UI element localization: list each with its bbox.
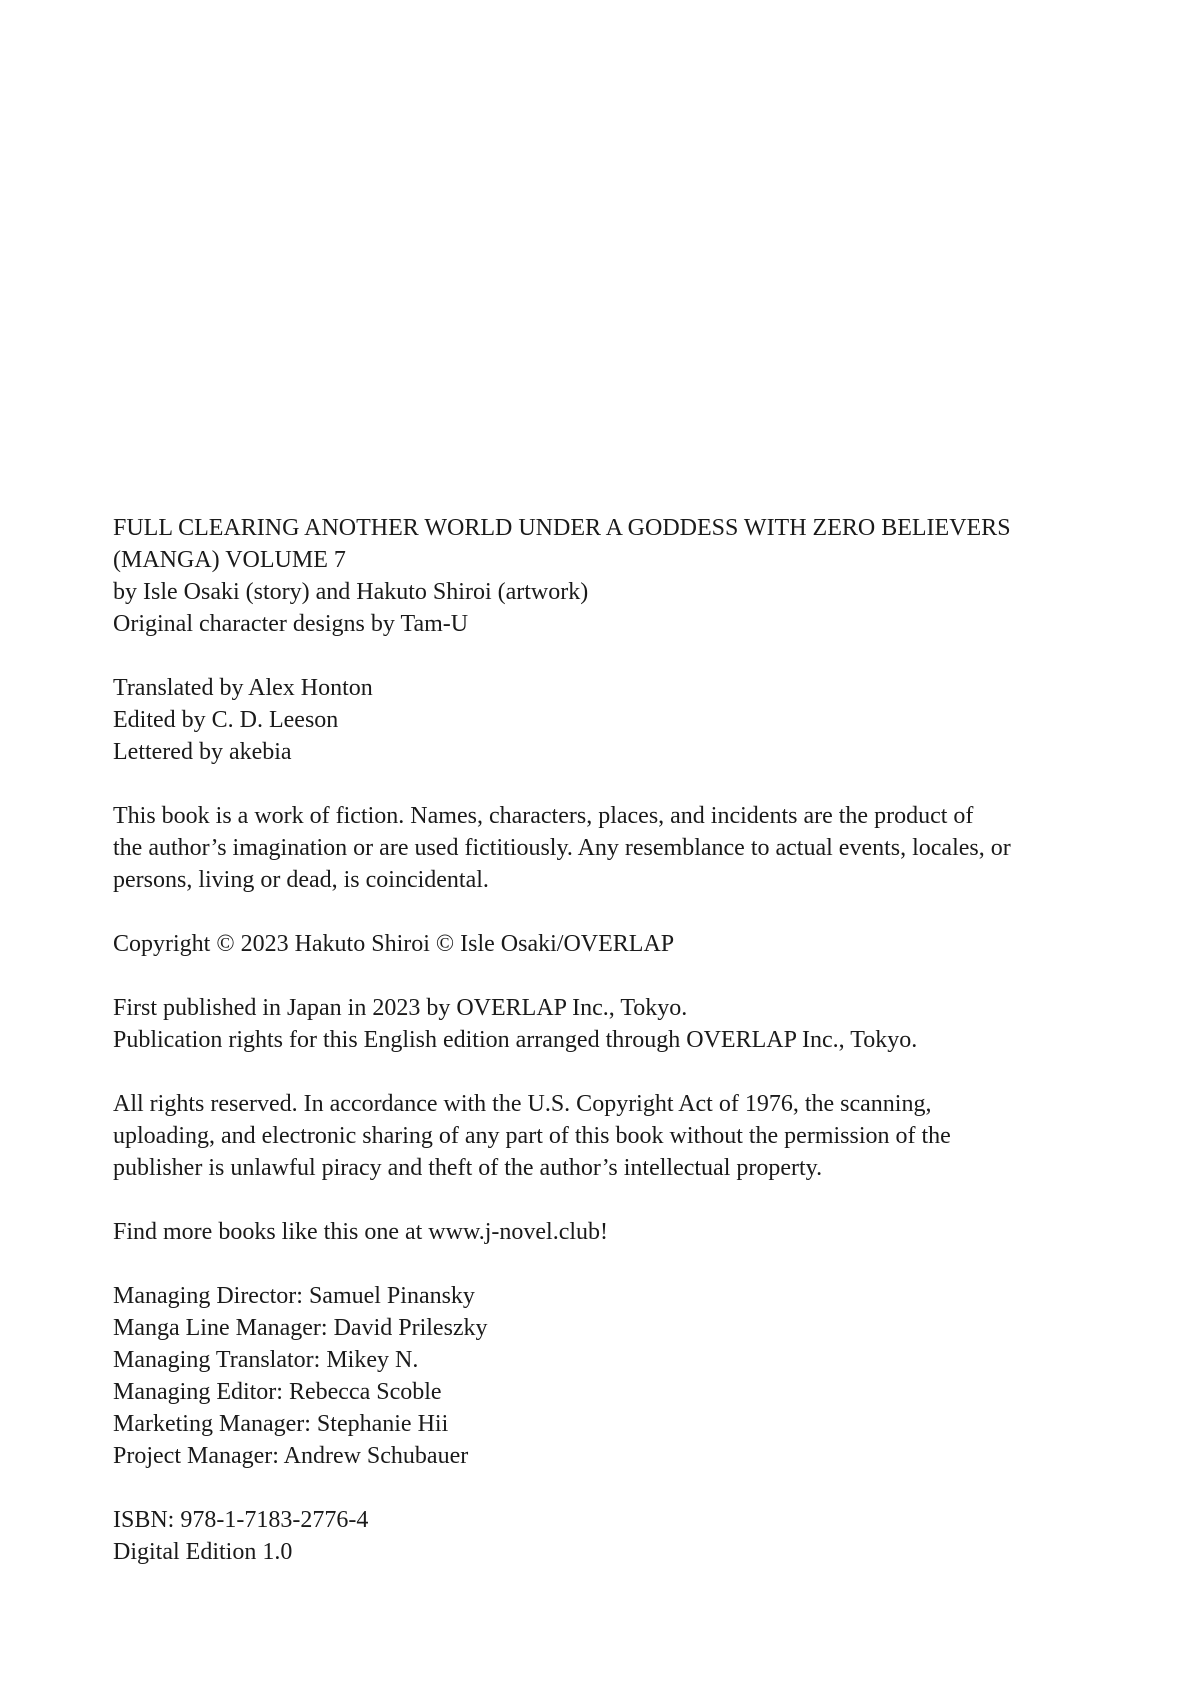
staff-list	[113, 1280, 1113, 1472]
copyright-content	[113, 512, 1113, 1568]
digital-edition: Digital Edition 1.0	[113, 1539, 293, 1565]
title-block	[113, 512, 1113, 640]
more-books-notice	[113, 1216, 1113, 1248]
byline: by Isle Osaki (story) and Hakuto Shiroi (artwork)	[113, 579, 589, 605]
rights-line-1: All rights reserved. In accordance with the U.S. Copyright Act of 1976, the scanning,	[113, 1091, 932, 1117]
staff-item-marketing-manager: Marketing Manager: Stephanie Hii	[113, 1411, 449, 1437]
character-designs-credit: Original character designs by Tam-U	[113, 611, 469, 637]
more-books-line: Find more books like this one at www.j-novel.club!	[113, 1219, 609, 1245]
title-line-2: (MANGA) VOLUME 7	[113, 547, 346, 573]
publication-line-2: Publication rights for this English edition arranged through OVERLAP Inc., Tokyo.	[113, 1027, 918, 1053]
rights-notice	[113, 1088, 1113, 1184]
fiction-notice-line-1: This book is a work of fiction. Names, characters, places, and incidents are the product of	[113, 803, 974, 829]
credits-block	[113, 672, 1113, 768]
letterer-credit: Lettered by akebia	[113, 739, 292, 765]
editor-credit: Edited by C. D. Leeson	[113, 707, 339, 733]
staff-item-manga-line-manager: Manga Line Manager: David Prileszky	[113, 1315, 488, 1341]
isbn: ISBN: 978-1-7183-2776-4	[113, 1507, 369, 1533]
rights-line-3: publisher is unlawful piracy and theft of the author’s intellectual property.	[113, 1155, 823, 1181]
fiction-notice-line-2: the author’s imagination or are used fictitiously. Any resemblance to actual events, locales, or	[113, 835, 1011, 861]
fiction-notice	[113, 800, 1113, 896]
edition-block	[113, 1504, 1113, 1568]
staff-item-managing-director: Managing Director: Samuel Pinansky	[113, 1283, 475, 1309]
staff-item-managing-translator: Managing Translator: Mikey N.	[113, 1347, 419, 1373]
copyright-line: Copyright © 2023 Hakuto Shiroi © Isle Osaki/OVERLAP	[113, 931, 675, 957]
title-line-1: FULL CLEARING ANOTHER WORLD UNDER A GODDESS WITH ZERO BELIEVERS	[113, 515, 1011, 541]
staff-item-managing-editor: Managing Editor: Rebecca Scoble	[113, 1379, 442, 1405]
fiction-notice-line-3: persons, living or dead, is coincidental.	[113, 867, 489, 893]
publication-line-1: First published in Japan in 2023 by OVERLAP Inc., Tokyo.	[113, 995, 688, 1021]
copyright-notice	[113, 928, 1113, 960]
translator-credit: Translated by Alex Honton	[113, 675, 373, 701]
publication-notice	[113, 992, 1113, 1056]
staff-item-project-manager: Project Manager: Andrew Schubauer	[113, 1443, 469, 1469]
rights-line-2: uploading, and electronic sharing of any part of this book without the permission of the	[113, 1123, 951, 1149]
